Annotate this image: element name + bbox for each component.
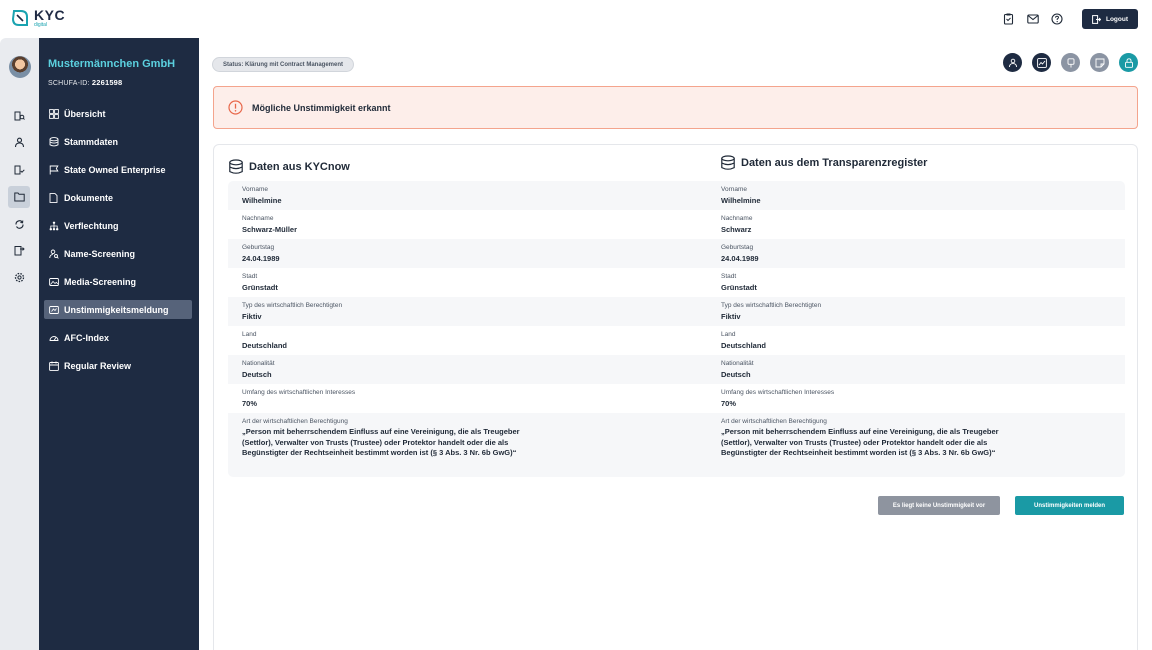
- kycnow-value: Fiktiv: [242, 312, 262, 321]
- sidebar-item-label: Regular Review: [64, 360, 132, 371]
- database-icon: [720, 155, 736, 171]
- table-row: [228, 297, 1125, 326]
- field-label: Art der wirtschaftlichen Berechtigung: [242, 418, 348, 425]
- field-label: Land: [242, 331, 257, 338]
- database-icon: [48, 136, 59, 147]
- register-value: Wilhelmine: [721, 196, 761, 205]
- schufa-value: 2261598: [91, 78, 123, 87]
- sidebar-item-label: Name-Screening: [64, 248, 136, 259]
- logo[interactable]: [10, 8, 65, 28]
- sidebar-item-label: Übersicht: [64, 108, 106, 119]
- main-content: [199, 38, 1152, 650]
- status-badge: Status: Klärung mit Contract Management: [212, 57, 354, 72]
- sync-icon[interactable]: [12, 217, 26, 231]
- top-bar: [0, 0, 1152, 38]
- field-label: Umfang des wirtschaftlichen Interesses: [242, 389, 356, 396]
- field-label: Umfang des wirtschaftlichen Interesses: [721, 389, 835, 396]
- table-row: [228, 384, 1125, 413]
- table-row: [228, 413, 1125, 477]
- case-actions: [1003, 53, 1138, 72]
- logout-icon: [1092, 15, 1101, 24]
- table-row: [228, 268, 1125, 297]
- document-export-icon[interactable]: [12, 243, 26, 257]
- column-title-text: Daten aus dem Transparenzregister: [741, 157, 928, 169]
- register-value: Grünstadt: [721, 283, 757, 292]
- sidebar-item-unstimmigkeitsmeldung[interactable]: [44, 300, 192, 319]
- table-row: [228, 181, 1125, 210]
- sidebar-nav: [44, 104, 192, 384]
- table-row: [228, 210, 1125, 239]
- document-icon: [48, 192, 59, 203]
- grid-icon: [48, 108, 59, 119]
- folder-icon[interactable]: [8, 186, 30, 208]
- sidebar-item-media-screening[interactable]: [44, 272, 192, 291]
- kycnow-value: Schwarz-Müller: [242, 225, 298, 234]
- kycnow-value: 70%: [242, 399, 258, 408]
- field-label: Nationalität: [721, 360, 754, 367]
- schufa-label: SCHUFA-ID:: [48, 80, 90, 87]
- pin-icon[interactable]: [1061, 53, 1080, 72]
- company-name: Mustermännchen GmbH: [48, 58, 176, 70]
- logo-subtext: digital: [34, 22, 48, 28]
- kycnow-value: Grünstadt: [242, 283, 278, 292]
- register-value: Fiktiv: [721, 312, 741, 321]
- sidebar-item-uebersicht[interactable]: [44, 104, 192, 123]
- no-discrepancy-button[interactable]: Es liegt keine Unstimmigkeit vor: [878, 496, 1000, 515]
- field-label: Vorname: [242, 186, 269, 193]
- sidebar-item-afc-index[interactable]: [44, 328, 192, 347]
- field-label: Stadt: [721, 273, 737, 280]
- schufa-id: [48, 78, 122, 87]
- sidebar-item-label: Stammdaten: [64, 136, 119, 147]
- sidebar-item-label: Media-Screening: [64, 276, 137, 287]
- sidebar-item-label: State Owned Enterprise: [64, 164, 166, 175]
- field-label: Art der wirtschaftlichen Berechtigung: [721, 418, 827, 425]
- field-label: Geburtstag: [721, 244, 754, 251]
- table-row: [228, 355, 1125, 384]
- calendar-icon: [48, 360, 59, 371]
- table-row: [228, 239, 1125, 268]
- note-icon[interactable]: [1090, 53, 1109, 72]
- building-check-icon[interactable]: [12, 162, 26, 176]
- report-discrepancy-button[interactable]: Unstimmigkeiten melden: [1015, 496, 1124, 515]
- sidebar-item-name-screening[interactable]: [44, 244, 192, 263]
- settings-icon[interactable]: [12, 270, 26, 284]
- building-search-icon[interactable]: [12, 108, 26, 122]
- sidebar: [39, 38, 199, 650]
- sidebar-item-label: Verflechtung: [64, 220, 119, 231]
- alert-message: Mögliche Unstimmigkeit erkannt: [252, 102, 391, 113]
- sidebar-item-state-owned-enterprise[interactable]: [44, 160, 192, 179]
- logo-mark-icon: [10, 8, 30, 28]
- discrepancy-alert: [213, 86, 1138, 129]
- kycnow-value: „Person mit beherrschendem Einfluss auf eine Vereinigung, die als Treugeber (Settlor), Verwalter von Trusts (Trustee) oder Protektor handelt oder die als Begünstigter der Rechtseinheit bestimmt worden ist (§ 3 Abs. 3 Nr. 6b GwG)“: [242, 427, 520, 457]
- field-label: Stadt: [242, 273, 258, 280]
- field-label: Typ des wirtschaftlich Berechtigten: [242, 302, 343, 309]
- field-label: Nachname: [242, 215, 274, 222]
- network-icon: [48, 220, 59, 231]
- comparison-table: [228, 181, 1125, 477]
- gauge-icon: [48, 332, 59, 343]
- field-label: Nationalität: [242, 360, 275, 367]
- person-badge-icon[interactable]: [1003, 53, 1022, 72]
- column-title-text: Daten aus KYCnow: [249, 161, 350, 173]
- comparison-card: [213, 144, 1138, 650]
- register-value: 24.04.1989: [721, 254, 759, 263]
- help-icon[interactable]: [1050, 12, 1064, 26]
- transparenzregister-column-title: [720, 155, 927, 171]
- kycnow-value: 24.04.1989: [242, 254, 280, 263]
- logo-text: KYC: [34, 7, 66, 23]
- person-icon[interactable]: [12, 135, 26, 149]
- register-value: Deutsch: [721, 370, 751, 379]
- flag-icon: [48, 164, 59, 175]
- register-value: 70%: [721, 399, 737, 408]
- media-icon: [48, 276, 59, 287]
- avatar[interactable]: [9, 56, 31, 78]
- field-label: Vorname: [721, 186, 748, 193]
- sidebar-item-dokumente[interactable]: [44, 188, 192, 207]
- kycnow-column-title: [228, 159, 350, 175]
- sidebar-item-label: AFC-Index: [64, 332, 109, 343]
- sidebar-item-label: Unstimmigkeitsmeldung: [64, 304, 169, 315]
- field-label: Land: [721, 331, 736, 338]
- register-value: Schwarz: [721, 225, 752, 234]
- icon-rail: [0, 38, 39, 650]
- header-actions: [1002, 9, 1138, 29]
- table-row: [228, 326, 1125, 355]
- field-label: Geburtstag: [242, 244, 275, 251]
- logout-button[interactable]: [1082, 9, 1138, 29]
- sidebar-item-label: Dokumente: [64, 192, 114, 203]
- kycnow-value: Wilhelmine: [242, 196, 282, 205]
- field-label: Typ des wirtschaftlich Berechtigten: [721, 302, 822, 309]
- sidebar-item-regular-review[interactable]: [44, 356, 192, 375]
- sidebar-item-verflechtung[interactable]: [44, 216, 192, 235]
- database-icon: [228, 159, 244, 175]
- mail-icon[interactable]: [1026, 12, 1040, 26]
- logout-label: Logout: [1105, 15, 1128, 23]
- register-value: Deutschland: [721, 341, 767, 350]
- person-search-icon: [48, 248, 59, 259]
- field-label: Nachname: [721, 215, 753, 222]
- kycnow-value: Deutsch: [242, 370, 272, 379]
- sidebar-item-stammdaten[interactable]: [44, 132, 192, 151]
- image-check-icon[interactable]: [1032, 53, 1051, 72]
- report-icon: [48, 304, 59, 315]
- lock-icon[interactable]: [1119, 53, 1138, 72]
- clipboard-icon[interactable]: [1002, 12, 1016, 26]
- warning-icon: [228, 100, 243, 115]
- register-value: „Person mit beherrschendem Einfluss auf eine Vereinigung, die als Treugeber (Settlor), Verwalter von Trusts (Trustee) oder Protektor handelt oder die als Begünstigter der Rechtseinheit bestimmt worden ist (§ 3 Abs. 3 Nr. 6b GwG)“: [721, 427, 999, 457]
- kycnow-value: Deutschland: [242, 341, 288, 350]
